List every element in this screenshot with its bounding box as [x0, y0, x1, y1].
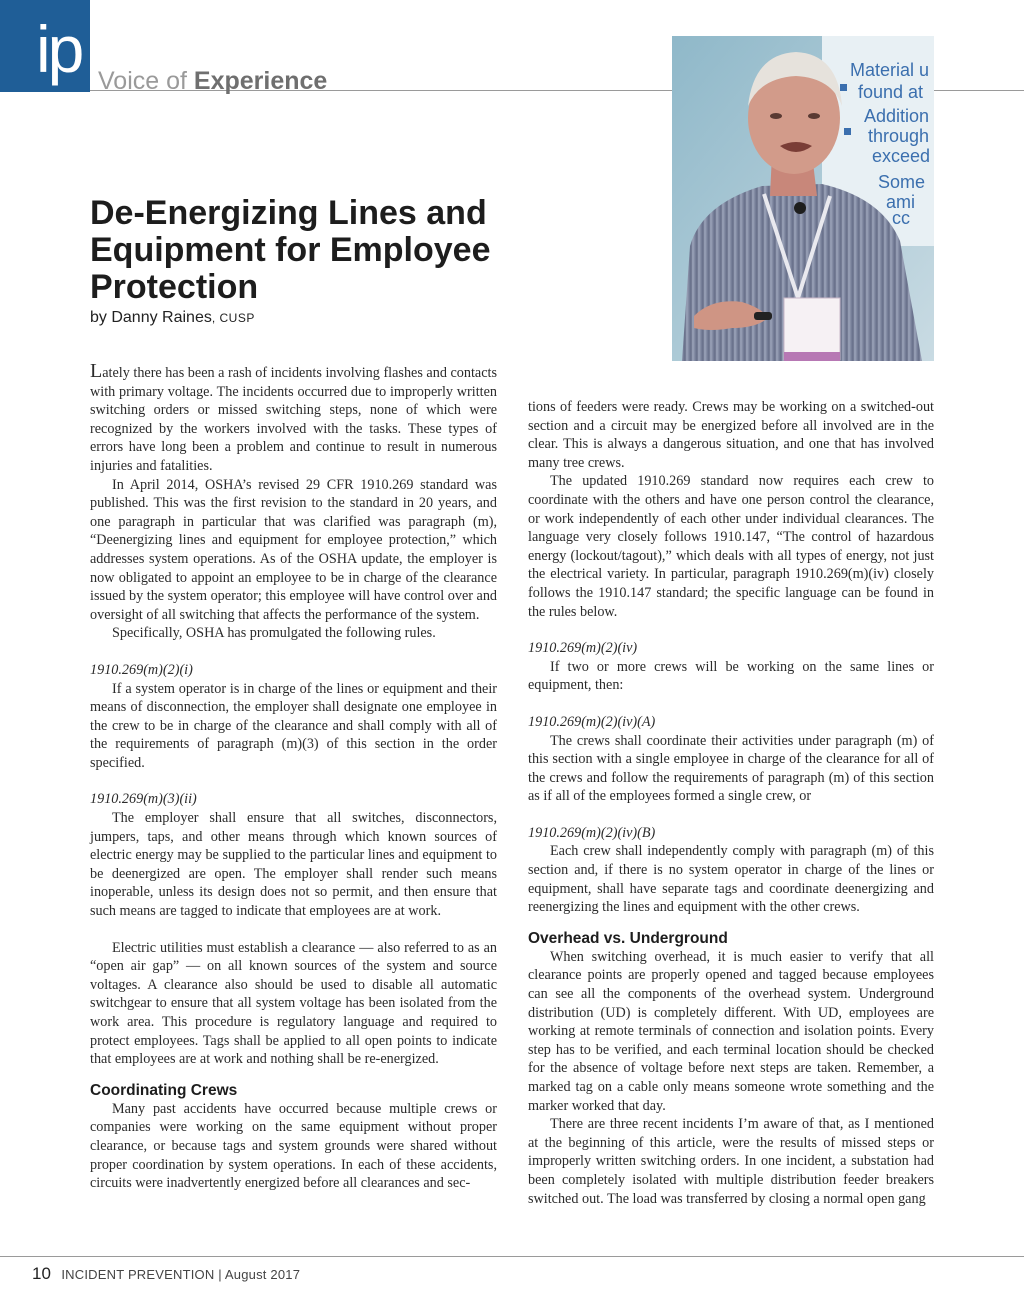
regulation-text: If a system operator is in charge of the lines or equipment and their means of disconnection, the employer shall designate one employee in the crew to be in charge of the clearance and shall comply with all of the requirements of paragraph (m)(3) of this section in the order specified.	[90, 680, 497, 771]
footer-text: INCIDENT PREVENTION | August 2017	[61, 1267, 301, 1282]
article-column-left	[90, 362, 497, 1193]
article-title: De-Energizing Lines and Equipment for Employee Protection	[90, 194, 491, 306]
paragraph: Electric utilities must establish a clearance — also referred to as an “open air gap” — on all known sources of the system and source voltages. A clearance also should be used to disable all automatic switchgear to ensure that all system voltage has been isolated from the work area. This procedure is regulatory language and required to protect employees. Tags shall be applied to all open points to indicate that employees are at work and nothing shall be re-energized.	[90, 939, 497, 1068]
paragraph-text: ately there has been a rash of incidents involving flashes and contacts with primary voltage. The incidents occurred due to improperly written switching orders or missed switching steps, none of which were recognized by the workers involved with the tasks. These types of errors have long been a problem and continue to result in numerous injuries and fatalities.	[90, 365, 497, 474]
section-heading: Coordinating Crews	[90, 1081, 238, 1099]
section-label-light: Voice of	[98, 67, 194, 95]
byline-credential: , CUSP	[211, 311, 255, 325]
footer-rule	[0, 1256, 1024, 1257]
drop-cap: L	[90, 360, 103, 382]
regulation-text: If two or more crews will be working on the same lines or equipment, then:	[528, 658, 934, 694]
page-footer	[32, 1264, 300, 1284]
slide-line: ami	[886, 192, 916, 212]
paragraph: The updated 1910.269 standard now requires each crew to coordinate with the others and have one person control the clearance, or work independently of each other under individual clearances. The language very closely follows 1910.147, “The control of hazardous energy (lockout/tagout),” which deals with all types of energy, not just the electrical variety. In particular, paragraph 1910.269(m)(iv) closely follows the 1910.147 standard; the specific language can be found in the rules below.	[528, 473, 934, 620]
section-label	[98, 66, 327, 96]
byline-name: by Danny Raines	[90, 309, 212, 326]
regulation-reference: 1910.269(m)(2)(iv)(A)	[528, 713, 656, 730]
byline	[90, 309, 255, 327]
speaker-photo-illustration	[672, 36, 934, 361]
section-label-bold: Experience	[193, 67, 328, 95]
paragraph: Many past accidents have occurred because multiple crews or companies were working on the same equipment without proper clearance, or because tags and system grounds were shared without proper coordination by system operations. In each of these accidents, circuits were inadvertently energized before all clearances and sec-	[90, 1100, 497, 1192]
slide-line: Material u	[850, 60, 930, 80]
paragraph: Specifically, OSHA has promulgated the following rules.	[112, 625, 436, 642]
article-column-right	[528, 398, 934, 1208]
slide-line: exceed	[872, 146, 931, 166]
paragraph: There are three recent incidents I’m aware of that, as I mentioned at the beginning of this article, were the results of missed steps or improperly written switching orders. In one incident, a substation had been completely isolated with multiple distribution feeder breakers switched out. The load was transferred by closing a normal open gang	[528, 1116, 934, 1207]
magazine-logo	[0, 0, 90, 92]
paragraph: In April 2014, OSHA’s revised 29 CFR 1910.269 standard was published. This was the first revision to the standard in 20 years, and one paragraph in particular that was clarified was paragraph (m), “Deenergizing lines and equipment for employee protection,” which addresses system operations. As of the OSHA update, the employer is now obligated to appoint an employee to be in charge of the clearance issued by the system operator; this employee will have control over and oversight of all switching that affects the performance of the system.	[90, 476, 498, 623]
regulation-reference: 1910.269(m)(3)(ii)	[90, 791, 197, 808]
slide-line: Some	[878, 172, 926, 192]
slide-line: found at	[858, 82, 924, 102]
slide-line: cc	[892, 208, 910, 228]
speaker-photo	[672, 36, 934, 361]
logo-text: ip	[36, 12, 82, 86]
slide-line: through	[868, 126, 930, 146]
regulation-text: The employer shall ensure that all switches, disconnectors, jumpers, taps, and other means through which known sources of electric energy may be supplied to the particular lines and equipment to be deenergized are open. The employer shall render such means inoperable, unless its design does not so permit, and then ensure that such means are tagged to indicate that employees are at work.	[90, 810, 497, 920]
section-heading: Overhead vs. Underground	[528, 929, 728, 947]
regulation-reference: 1910.269(m)(2)(i)	[90, 661, 193, 678]
paragraph	[90, 362, 497, 476]
page-number: 10	[32, 1264, 51, 1283]
regulation-text: Each crew shall independently comply with paragraph (m) of this section and, if there is no system operator in charge of the lines or equipment, shall have separate tags and coordinate deenergizing and reenergizing the lines and equipment with the other crews.	[528, 843, 934, 916]
regulation-reference: 1910.269(m)(2)(iv)	[528, 640, 638, 657]
regulation-text: The crews shall coordinate their activities under paragraph (m) of this section with a single employee in charge of the clearance for all of the crews and follow the requirements of paragraph (m) of this section as if all of the employees formed a single crew, or	[528, 732, 934, 805]
slide-line: Addition	[864, 106, 930, 126]
paragraph: tions of feeders were ready. Crews may be working on a switched-out section and a circuit may be energized before all involved are in the clear. This is always a dangerous situation, and one that has involved many tree crews.	[528, 399, 934, 471]
regulation-reference: 1910.269(m)(2)(iv)(B)	[528, 824, 656, 841]
paragraph: When switching overhead, it is much easier to verify that all clearance points are properly opened and tagged because employees can see all the components of the overhead system. Underground distribution (UD) is completely different. With UD, employees are working at remote terminals of connection and isolation points. Every step has to be verified, and each terminal location should be checked for the absence of voltage before next steps are taken. Remember, a marked tag on a cable only means someone wrote something and the marker worked that day.	[528, 948, 934, 1114]
